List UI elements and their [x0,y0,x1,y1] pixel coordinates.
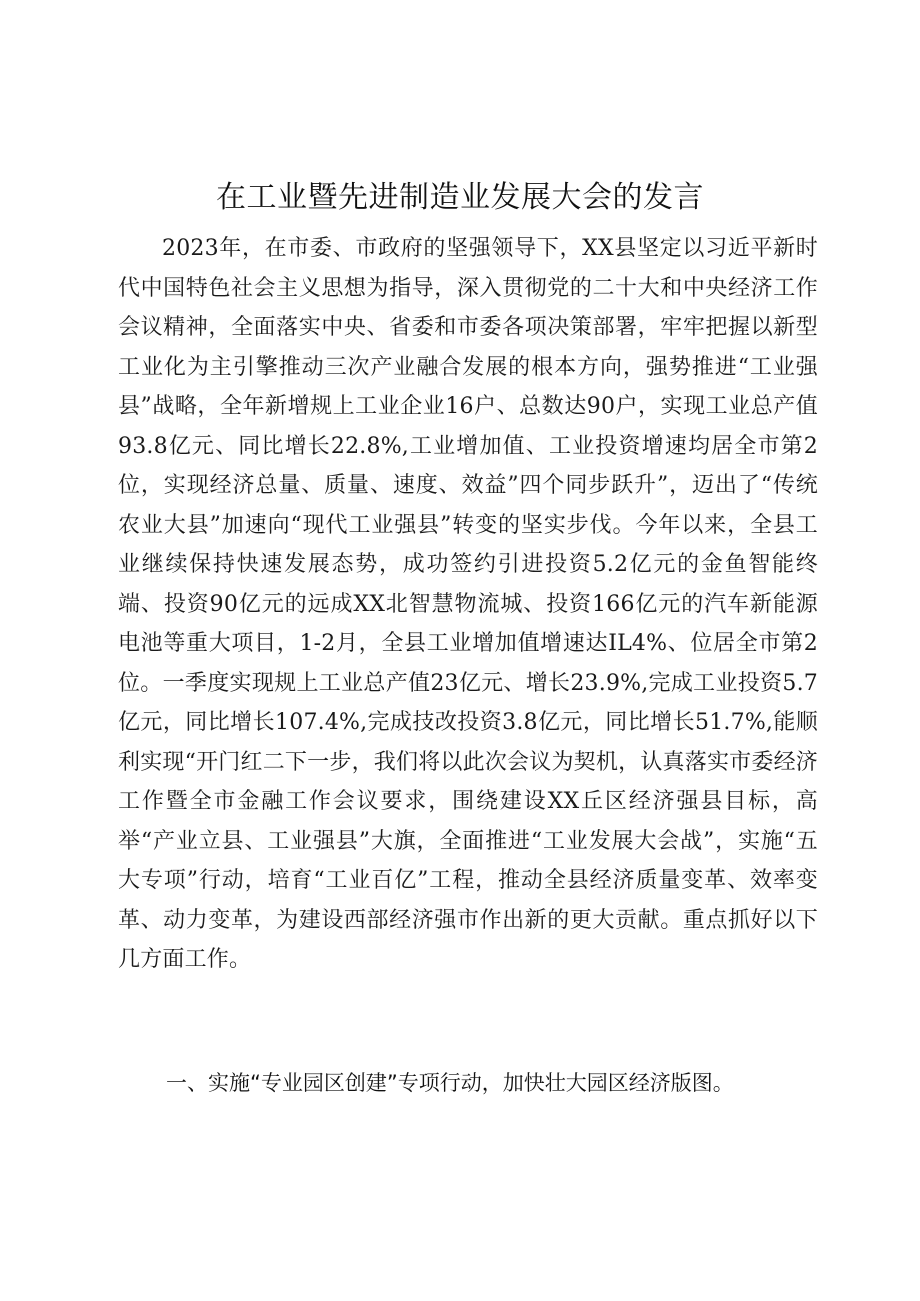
section-heading: 一、实施“专业园区创建”专项行动，加快壮大园区经济版图。 [166,1071,734,1095]
body-paragraph: 2023年，在市委、市政府的坚强领导下，XX县坚定以习近平新时代中国特色社会主义思想为指导，深入贯彻党的二十大和中央经济工作会议精神，全面落实中央、省委和市委各项决策部署，牢牢把握以新型工业化为主引擎推动三次产业融合发展的根本方向，强势推进“工业强县”战略，全年新增规上工业企业16户、总数达90户，实现工业总产值93.8亿元、同比增长22.8%,工业增加值、工业投资增速均居全市第2位，实现经济总量、质量、速度、效益”四个同步跃升”，迈出了“传统农业大县”加速向“现代工业强县”转变的坚实步伐。今年以来，全县工业继续保持快速发展态势，成功签约引进投资5.2亿元的金鱼智能终端、投资90亿元的远成XX北智慧物流城、投资166亿元的汽车新能源电池等重大项目，1-2月，全县工业增加值增速达IL4%、位居全市第2位。一季度实现规上工业总产值23亿元、增长23.9%,完成工业投资5.7亿元，同比增长107.4%,完成技改投资3.8亿元，同比增长51.7%,能顺利实现“开门红二下一步，我们将以此次会议为契机，认真落实市委经济工作暨全市金融工作会议要求，围绕建设XX丘区经济强县目标，高举“产业立县、工业强县”大旗，全面推进“工业发展大会战”，实施“五大专项”行动，培育“工业百亿”工程，推动全县经济质量变革、效率变革、动力变革，为建设西部经济强市作出新的更大贡献。重点抓好以下几方面工作。 [118,236,818,972]
document-title: 在工业暨先进制造业发展大会的发言 [216,180,704,215]
